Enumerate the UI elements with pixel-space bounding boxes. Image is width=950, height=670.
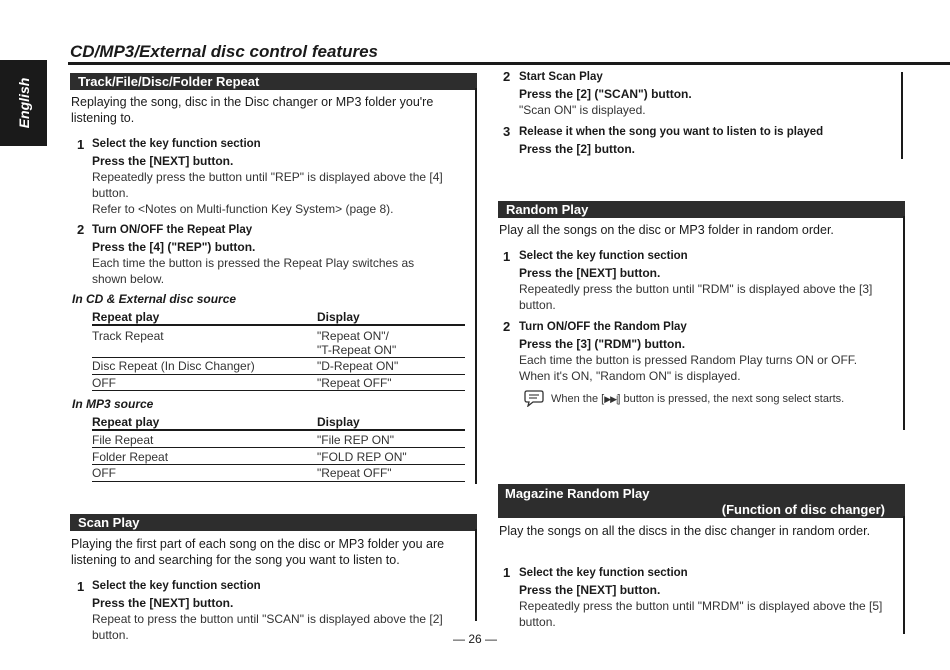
repeat-section-heading: Track/File/Disc/Folder Repeat [70, 73, 477, 90]
table-row-divider [92, 357, 465, 358]
table-row-play: Track Repeat [92, 329, 164, 343]
table-row-display: "D-Repeat ON" [317, 359, 399, 373]
table-row-play: OFF [92, 466, 116, 480]
mp3-table-col1-header: Repeat play [92, 415, 160, 429]
random-step2-number: 2 [503, 319, 511, 334]
magazine-section-heading [498, 484, 905, 518]
table-row-divider [92, 390, 465, 391]
table-row-play: Disc Repeat (In Disc Changer) [92, 359, 255, 373]
repeat-step1-ref: Refer to <Notes on Multi-function Key System> (page 8). [92, 202, 394, 216]
repeat-step2-action: Press the [4] ("REP") button. [92, 240, 256, 254]
scan-step2-number: 2 [503, 69, 511, 84]
left-column-divider [475, 88, 477, 484]
cd-table-col2-header: Display [317, 310, 360, 324]
random-intro: Play all the songs on the disc or MP3 folder in random order. [499, 223, 834, 237]
random-step1-action: Press the [NEXT] button. [519, 266, 661, 280]
scan-step1-action: Press the [NEXT] button. [92, 596, 234, 610]
random-step2-desc: Each time the button is pressed Random Play turns ON or OFF. [519, 353, 858, 367]
scan-step2-desc: "Scan ON" is displayed. [519, 103, 646, 117]
page-title: CD/MP3/External disc control features [70, 42, 378, 61]
scan-step3-title: Release it when the song you want to listen to is played [519, 126, 824, 138]
scan-column-divider [475, 529, 477, 621]
scan-step1-number: 1 [77, 579, 85, 594]
repeat-step1-action: Press the [NEXT] button. [92, 154, 234, 168]
random-step1-desc: Repeatedly press the button until "RDM" is displayed above the [3] button. [519, 282, 873, 312]
repeat-step2-number: 2 [77, 222, 85, 237]
random-step2-desc-on: When it's ON, "Random ON" is displayed. [519, 369, 741, 383]
table-row-play: Folder Repeat [92, 450, 169, 464]
random-note [551, 393, 844, 405]
random-section-heading: Random Play [498, 201, 905, 218]
table-row-display: "Repeat OFF" [317, 376, 392, 390]
repeat-step1-desc: Repeatedly press the button until "REP" is displayed above the [4] button. [92, 170, 443, 200]
magazine-intro: Play the songs on all the discs in the disc changer in random order. [499, 524, 871, 538]
table-row-play: File Repeat [92, 433, 154, 447]
magazine-step1-number: 1 [503, 565, 511, 580]
note-icon [523, 389, 545, 412]
title-rule [68, 62, 950, 65]
table-row-divider [92, 464, 465, 465]
page-number: — 26 — [452, 632, 497, 646]
table-row-divider [92, 374, 465, 375]
random-step1-number: 1 [503, 249, 511, 264]
play-next-icon: ▶▶| [604, 394, 618, 404]
table-row-display: "Repeat OFF" [317, 466, 392, 480]
table-row-divider [92, 481, 465, 482]
random-step2-title: Turn ON/OFF the Random Play [519, 321, 687, 333]
magazine-heading-line2: (Function of disc changer) [721, 502, 885, 517]
random-step1-title: Select the key function section [519, 250, 688, 262]
mp3-table-col2-header: Display [317, 415, 360, 429]
mp3-source-label: In MP3 source [72, 397, 154, 411]
table-row-divider [92, 447, 465, 448]
magazine-step1-action: Press the [NEXT] button. [519, 583, 661, 597]
cd-table-header-rule [92, 324, 465, 326]
random-column-edge [903, 216, 905, 430]
repeat-intro: Replaying the song, disc in the Disc changer or MP3 folder you're listening to. [71, 95, 434, 125]
right-column-edge-top [901, 72, 903, 159]
scan-step1-desc: Repeat to press the button until "SCAN" is displayed above the [2] button. [92, 612, 443, 642]
language-label: English [15, 77, 32, 129]
repeat-step2-title: Turn ON/OFF the Repeat Play [92, 224, 253, 236]
scan-step2-action: Press the [2] ("SCAN") button. [519, 87, 692, 101]
table-row-display-alt: "T-Repeat ON" [317, 343, 397, 357]
magazine-step1-title: Select the key function section [519, 567, 688, 579]
scan-section-heading: Scan Play [70, 514, 477, 531]
table-row-display: "FOLD REP ON" [317, 450, 407, 464]
random-note-pre: When the [ [551, 393, 605, 405]
magazine-column-edge [903, 516, 905, 634]
mp3-table-header-rule [92, 429, 465, 431]
scan-step3-number: 3 [503, 124, 511, 139]
repeat-step1-number: 1 [77, 137, 85, 152]
scan-step2-title: Start Scan Play [519, 71, 603, 83]
repeat-step1-title: Select the key function section [92, 138, 261, 150]
random-step2-action: Press the [3] ("RDM") button. [519, 337, 686, 351]
repeat-step2-desc: Each time the button is pressed the Repeat Play switches as shown below. [92, 256, 415, 286]
table-row-play: OFF [92, 376, 116, 390]
scan-step3-action: Press the [2] button. [519, 142, 636, 156]
cd-source-label: In CD & External disc source [72, 292, 237, 306]
table-row-display: "Repeat ON"/ [317, 329, 389, 343]
scan-intro: Playing the first part of each song on the disc or MP3 folder you are listening to and searching for the song you want to listen to. [71, 537, 445, 567]
language-tab [0, 60, 47, 146]
magazine-heading-line1: Magazine Random Play [505, 486, 650, 501]
random-note-post: ] button is pressed, the next song select starts. [617, 393, 845, 405]
magazine-step1-desc: Repeatedly press the button until "MRDM" is displayed above the [5] button. [519, 599, 883, 629]
cd-table-col1-header: Repeat play [92, 310, 160, 324]
scan-step1-title: Select the key function section [92, 580, 261, 592]
table-row-display: "File REP ON" [317, 433, 394, 447]
